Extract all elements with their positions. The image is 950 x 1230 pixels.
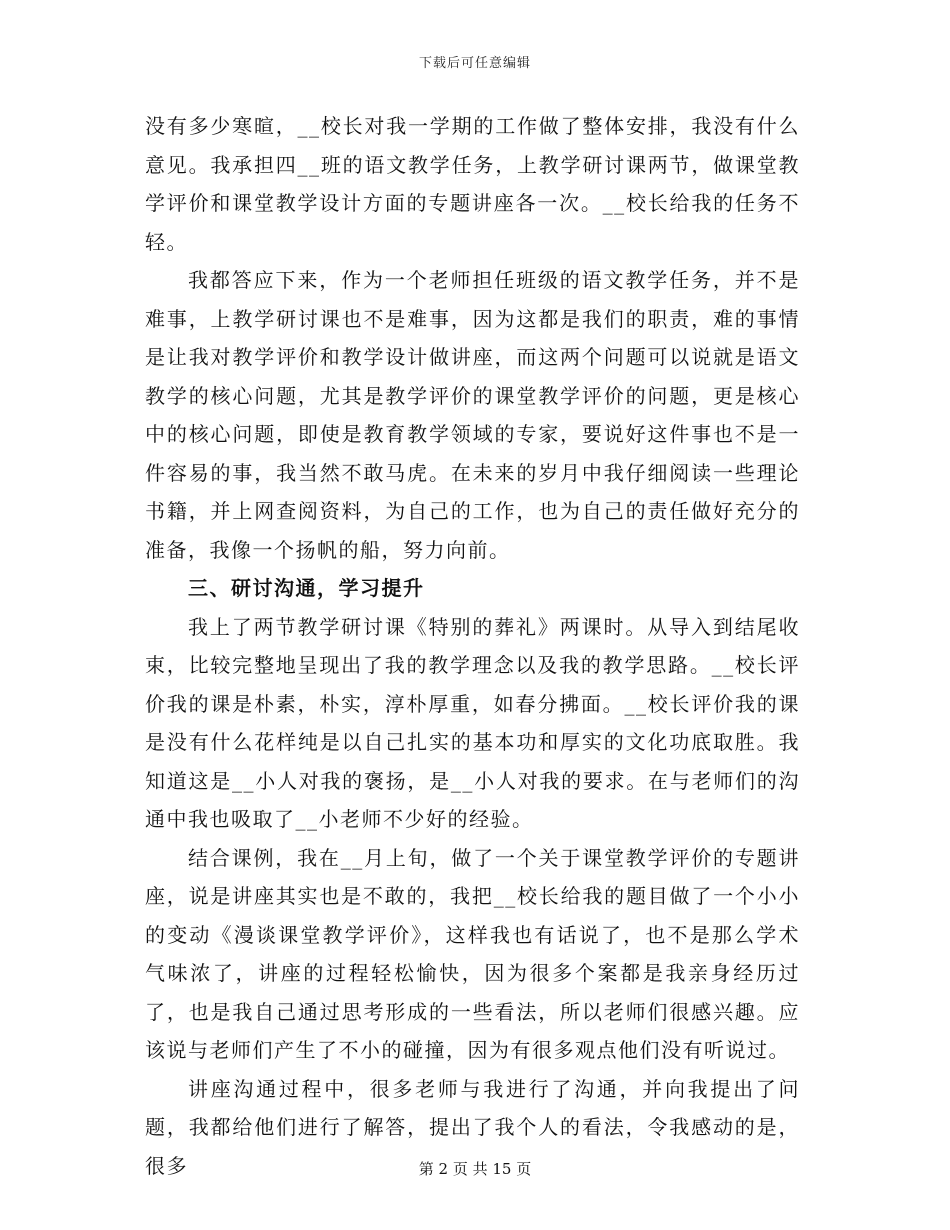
- paragraph-4: 结合课例，我在__月上旬，做了一个关于课堂教学评价的专题讲座，说是讲座其实也是不敢的，我把__校长给我的题目做了一个小小的变动《漫谈课堂教学评价》，这样我也有话说了，也不是那么学术气味浓了，讲座的过程轻松愉快，因为很多个案都是我亲身经历过了，也是我自己通过思考形成的一些看法，所以老师们很感兴趣。应该说与老师们产生了不小的碰撞，因为有很多观点他们没有听说过。: [145, 845, 800, 1062]
- paragraph-5: 讲座沟通过程中，很多老师与我进行了沟通，并向我提出了问题，我都给他们进行了解答，提出了我个人的看法，令我感动的是，很多: [145, 1076, 800, 1178]
- paragraph-3: 我上了两节教学研讨课《特别的葬礼》两课时。从导入到结尾收束，比较完整地呈现出了我的教学理念以及我的教学思路。__校长评价我的课是朴素，朴实，淳朴厚重，如春分拂面。__校长评价我的课是没有什么花样纯是以自己扎实的基本功和厚实的文化功底取胜。我知道这是__小人对我的褒扬，是__小人对我的要求。在与老师们的沟通中我也吸取了__小老师不少好的经验。: [145, 614, 800, 831]
- paragraph-1: 没有多少寒暄，__校长对我一学期的工作做了整体安排，我没有什么意见。我承担四__班的语文教学任务，上教学研讨课两节，做课堂教学评价和课堂教学设计方面的专题讲座各一次。__校长给我的任务不轻。: [145, 114, 800, 254]
- page-header: 下载后可任意编辑: [418, 56, 531, 71]
- document-body: [145, 107, 800, 1185]
- section-heading-3: 三、研讨沟通，学习提升: [188, 576, 425, 600]
- paragraph-2: 我都答应下来，作为一个老师担任班级的语文教学任务，并不是难事，上教学研讨课也不是难事，因为这都是我们的职责，难的事情是让我对教学评价和教学设计做讲座，而这两个问题可以说就是语文教学的核心问题，尤其是教学评价的课堂教学评价的问题，更是核心中的核心问题，即使是教育教学领域的专家，要说好这件事也不是一件容易的事，我当然不敢马虎。在未来的岁月中我仔细阅读一些理论书籍，并上网查阅资料，为自己的工作，也为自己的责任做好充分的准备，我像一个扬帆的船，努力向前。: [145, 268, 800, 562]
- page-footer: 第 2 页 共 15 页: [418, 1160, 532, 1178]
